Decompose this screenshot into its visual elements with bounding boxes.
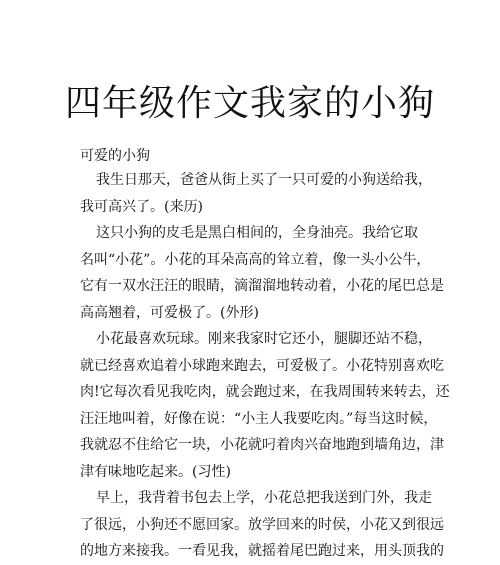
text-line: 高高翘着，可爱极了。(外形) [80, 304, 259, 321]
text-line: 我生日那天，爸爸从街上买了一只可爱的小狗送给我， [96, 172, 432, 188]
text-line: 小花最喜欢玩球。刚来我家时它还小，腿脚还站不稳， [96, 331, 432, 347]
text-line: 名叫“小花”。小花的耳朵高高的耸立着，像一头小公牛， [80, 251, 431, 268]
text-line: 早上，我背着书包去上学，小花总把我送到门外，我走 [96, 490, 432, 506]
text-line: 我可高兴了。(来历) [80, 198, 203, 215]
text-line: 就已经喜欢追着小球跑来跑去，可爱极了。小花特别喜欢吃 [80, 357, 444, 374]
text-line: 我就忍不住给它一块，小花就叼着肉兴奋地跑到墙角边，津 [80, 437, 444, 453]
text-line: 津有味地吃起来。(习性) [80, 463, 231, 480]
text-line: 这只小狗的皮毛是黑白相间的，全身油亮。我给它取 [96, 225, 418, 241]
text-line: 了很远，小狗还不愿回家。放学回来的时侯，小花又到很远 [80, 516, 444, 533]
text-line: 汪汪地叫着，好像在说：“小主人我要吃肉。”每当这时候， [80, 410, 438, 427]
document-subtitle: 可爱的小狗 [80, 148, 150, 164]
text-line: 它有一双水汪汪的眼睛，滴溜溜地转动着，小花的尾巴总是 [80, 278, 444, 294]
text-line: 的地方来接我。一看见我，就摇着尾巴跑过来，用头顶我的 [80, 543, 444, 559]
document-title: 四年级作文我家的小狗 [64, 83, 435, 124]
text-line: 肉!它每次看见我吃肉，就会跑过来，在我周围转来转去，还 [80, 384, 450, 400]
